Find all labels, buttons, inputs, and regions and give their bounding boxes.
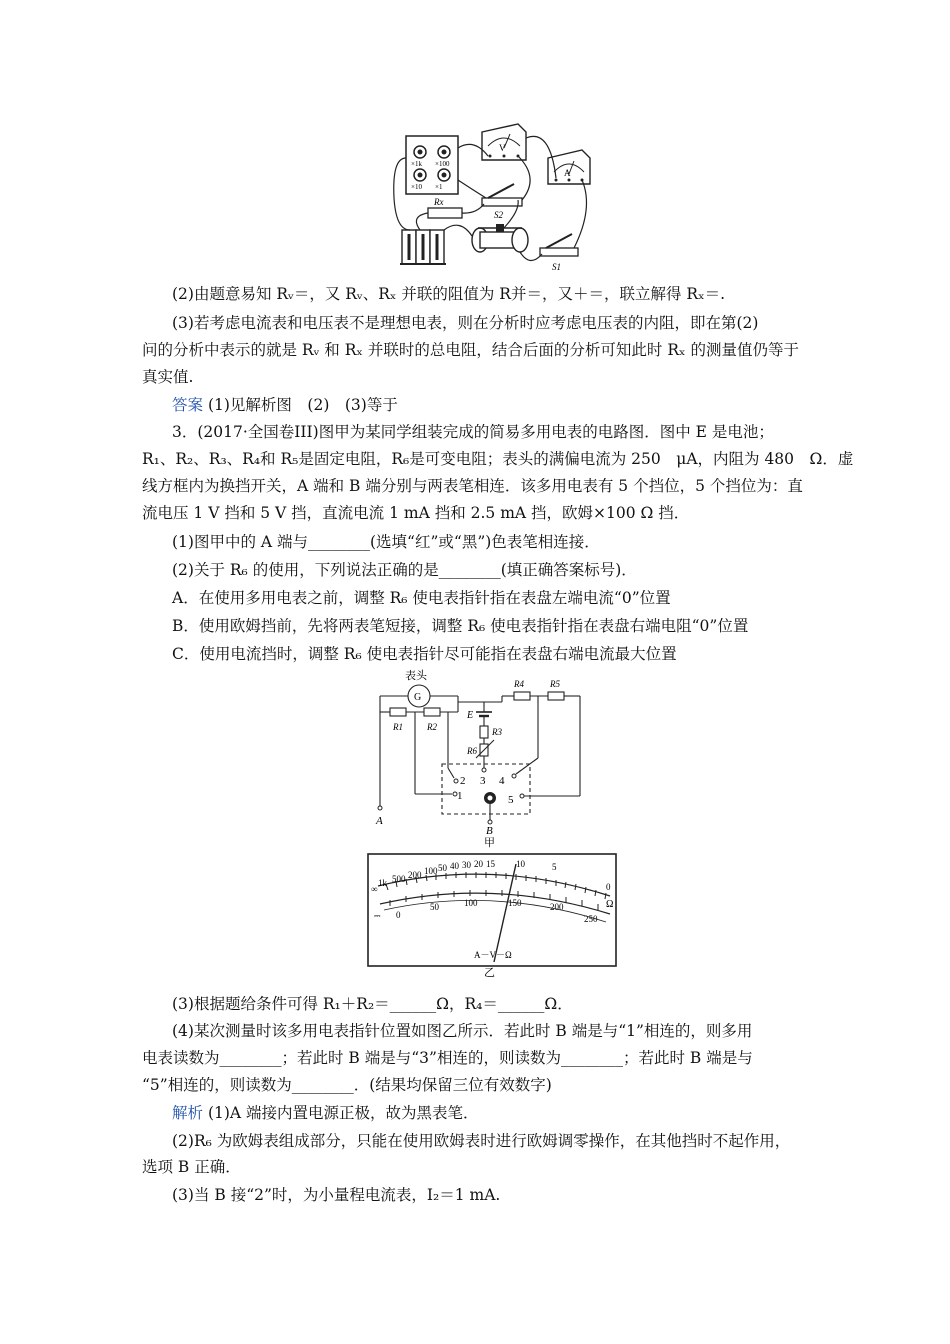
box-label-1: ×1	[435, 183, 443, 191]
solution-label: 解析	[172, 1104, 204, 1122]
ohm-unit-label: Ω	[606, 899, 614, 910]
ohm-tick-label: 15	[486, 859, 495, 869]
position-1-label: 1	[457, 790, 463, 802]
position-4-label: 4	[499, 775, 505, 787]
ohm-tick-label: 40	[450, 861, 459, 871]
box-label-10: ×10	[411, 183, 422, 191]
question-part: (3)根据题给条件可得 R₁＋R₂＝______Ω，R₄＝______Ω．	[172, 995, 573, 1013]
answer-line	[172, 395, 810, 416]
ohm-tick-label: 500	[392, 874, 406, 884]
option-b: B．使用欧姆挡前，先将两表笔短接，调整 R₆ 使电表指针指在表盘右端电阻“0”位置	[172, 617, 749, 635]
dc-tick-label: 50	[430, 902, 439, 912]
text-line: (2)由题意易知 Rᵥ＝，又 Rᵥ、Rₓ 并联的阻值为 R并＝，又＋＝，联立解得 Rₓ＝.	[172, 285, 726, 303]
rx-resistor-icon	[428, 208, 462, 218]
position-5-label: 5	[508, 794, 514, 806]
e-label: E	[467, 710, 474, 721]
solution-text: (1)A 端接内置电源正极，故为黑表笔．	[207, 1104, 479, 1122]
r4-label: R4	[514, 679, 524, 689]
dc-tick-label: 100	[464, 898, 478, 908]
a-terminal-label: A	[376, 815, 383, 827]
ohm-tick-label: 100	[424, 866, 438, 876]
text-line: (3)若考虑电流表和电压表不是理想电表，则在分析时应考虑电压表的内阻，即在第(2)	[172, 314, 759, 332]
battery-icon	[400, 230, 446, 264]
ohm-tick-label: 20	[474, 859, 483, 869]
question-part: (4)某次测量时该多用电表指针位置如图乙所示．若此时 B 端是与“1”相连的，则多用	[172, 1022, 753, 1040]
ohm-tick-label: 5	[552, 862, 557, 872]
dc-symbol-icon: ⎓	[374, 911, 381, 920]
r6-label: R6	[467, 746, 477, 756]
r1-resistor-icon	[390, 708, 406, 716]
rheostat-icon	[472, 224, 528, 252]
box-label-1k: ×1k	[411, 160, 422, 168]
question-part: 电表读数为________；若此时 B 端是与“3”相连的，则读数为________；若此时 B 端是与	[142, 1049, 753, 1067]
position-3-label: 3	[480, 775, 486, 787]
solution-line: (3)当 B 接“2”时，为小量程电流表，I₂＝1 mA.	[172, 1186, 501, 1204]
question-line: 流电压 1 V 挡和 5 V 挡，直流电流 1 mA 挡和 2.5 mA 挡，欧姆×100 Ω 挡．	[142, 504, 690, 522]
ohm-tick-label: 30	[462, 860, 471, 870]
solution-line: 选项 B 正确．	[142, 1158, 241, 1176]
question-part: “5”相连的，则读数为________．(结果均保留三位有效数字)	[142, 1076, 552, 1094]
text-line: 问的分析中表示的就是 Rᵥ 和 Rₓ 并联时的总电阻，结合后面的分析可知此时 Rₓ 的测量值仍等于	[142, 341, 799, 359]
r5-resistor-icon	[548, 692, 564, 700]
solution-line: (2)R₆ 为欧姆表组成部分，只能在使用欧姆表时进行欧姆调零操作，在其他挡时不起作用，	[172, 1132, 791, 1150]
r3-label: R3	[492, 727, 502, 737]
figure-caption-jia: 甲	[484, 837, 495, 848]
answer-label: 答案	[172, 396, 204, 414]
meter-label: 表头	[405, 670, 427, 682]
solution-line	[172, 1103, 810, 1124]
switch-s2-icon	[482, 184, 522, 206]
circuit-diagram	[368, 668, 590, 848]
answer-text: (1)见解析图 (2) (3)等于	[207, 396, 398, 414]
figure-caption-yi: 乙	[484, 967, 495, 979]
ohm-tick-label: 10	[516, 859, 525, 869]
ohm-tick-label: 1k	[378, 878, 387, 888]
r4-resistor-icon	[514, 692, 530, 700]
question-line: 3．(2017·全国卷III)图甲为某同学组装完成的简易多用电表的电路图．图中 E 是电池；	[172, 423, 774, 441]
ohm-tick-label: 50	[438, 863, 447, 873]
dc-tick-label: 150	[508, 898, 522, 908]
switch-s1-icon	[540, 234, 578, 256]
r1-label: R1	[393, 722, 403, 732]
s2-label: S2	[494, 210, 503, 220]
voltmeter-icon	[482, 124, 526, 160]
apparatus-figure	[390, 118, 600, 278]
question-part: (1)图甲中的 A 端与________(选填“红”或“黑”)色表笔相连接．	[172, 533, 600, 551]
dc-tick-label: 200	[550, 902, 564, 912]
position-2-label: 2	[460, 775, 466, 787]
r3-resistor-icon	[480, 726, 488, 738]
s1-label: S1	[552, 262, 561, 272]
option-c: C．使用电流挡时，调整 R₆ 使电表指针尽可能指在表盘右端电流最大位置	[172, 645, 677, 663]
voltmeter-label: V	[499, 143, 506, 153]
dc-tick-label: 0	[396, 910, 401, 920]
dc-tick-label: 250	[584, 914, 598, 924]
question-line: R₁、R₂、R₃、R₄和 R₅是固定电阻，R₆是可变电阻；表头的满偏电流为 250 μA，内阻为 480 Ω．虚	[142, 450, 854, 468]
meter-dial	[366, 852, 618, 980]
ammeter-label: A	[564, 168, 571, 178]
g-label: G	[414, 692, 422, 703]
b-terminal-label: B	[486, 825, 493, 837]
question-line: 线方框内为换挡开关，A 端和 B 端分别与两表笔相连．该多用电表有 5 个挡位，5 个挡位为：直	[142, 477, 803, 495]
text-line: 真实值.	[142, 368, 194, 386]
ohm-tick-label: 200	[408, 870, 422, 880]
box-label-100: ×100	[435, 160, 450, 168]
question-part: (2)关于 R₆ 的使用，下列说法正确的是________(填正确答案标号)．	[172, 561, 637, 579]
rx-label: Rx	[434, 197, 444, 207]
ohm-tick-label: 0	[606, 882, 611, 892]
ohm-tick-label: ∞	[371, 884, 378, 894]
option-a: A．在使用多用电表之前，调整 R₆ 使电表指针指在表盘左端电流“0”位置	[172, 589, 671, 607]
r2-resistor-icon	[424, 708, 440, 716]
r5-label: R5	[550, 679, 560, 689]
mode-label: A－V－Ω	[474, 950, 512, 960]
r2-label: R2	[427, 722, 437, 732]
